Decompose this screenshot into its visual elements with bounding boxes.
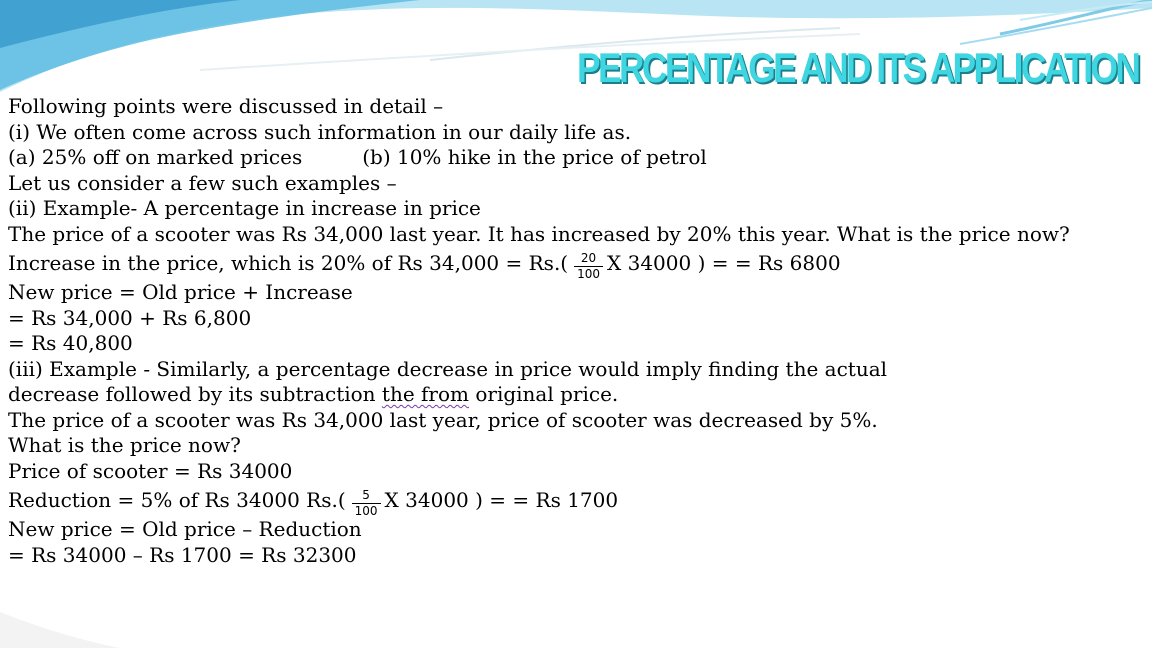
slide-content [8, 94, 1138, 568]
point-ii-line: (ii) Example- A percentage in increase in price [8, 196, 481, 220]
point-iii-line: (iii) Example - Similarly, a percentage decrease in price would imply finding the actual [8, 356, 888, 381]
fraction-numerator: 5 [352, 489, 381, 504]
continuation-suffix: original price. [469, 382, 619, 406]
reduction-calc-line [8, 484, 1138, 517]
example-a: (a) 25% off on marked prices [8, 145, 303, 169]
problem-2-question: What is the price now? [8, 433, 241, 457]
slide-title: PERCENTAGE AND ITS APPLICATION [576, 44, 1138, 91]
problem-2-line: The price of a scooter was Rs 34,000 last year, price of scooter was decreased by 5%. [8, 407, 878, 432]
consider-line: Let us consider a few such examples – [8, 170, 397, 195]
point-i-line: (i) We often come across such information in our daily life as. [8, 119, 632, 144]
fraction-denominator: 100 [354, 504, 378, 518]
increase-calc-suffix: X 34000 ) = = Rs 6800 [607, 251, 841, 275]
fraction-20-over-100 [574, 252, 603, 281]
scooter-price-line: Price of scooter = Rs 34000 [8, 458, 293, 483]
continuation-prefix: decrease followed by its subtraction [8, 382, 382, 406]
problem-1-line: The price of a scooter was Rs 34,000 last year. It has increased by 20% this year. What is the price now? [8, 221, 1070, 246]
spell-check-underline: the from [381, 382, 469, 406]
increase-calc-prefix: Increase in the price, which is 20% of Rs 34,000 = Rs.( [8, 251, 569, 275]
new-price-step-1: = Rs 34,000 + Rs 6,800 [8, 305, 252, 330]
point-iii-continuation [8, 382, 1138, 408]
examples-line [8, 145, 1138, 171]
fraction-5-over-100 [352, 489, 381, 518]
new-price-result-1: = Rs 40,800 [8, 331, 133, 355]
new-price-result-2: = Rs 34000 – Rs 1700 = Rs 32300 [8, 542, 357, 567]
increase-calc-line [8, 247, 1138, 280]
fraction-numerator: 20 [574, 252, 603, 267]
new-price-formula-2: New price = Old price – Reduction [8, 517, 362, 541]
new-price-formula-1: New price = Old price + Increase [8, 280, 353, 304]
example-b: (b) 10% hike in the price of petrol [362, 145, 707, 169]
reduction-calc-prefix: Reduction = 5% of Rs 34000 Rs.( [8, 488, 346, 512]
intro-line: Following points were discussed in detail – [8, 94, 444, 118]
reduction-calc-suffix: X 34000 ) = = Rs 1700 [384, 488, 619, 512]
fraction-denominator: 100 [577, 267, 601, 281]
